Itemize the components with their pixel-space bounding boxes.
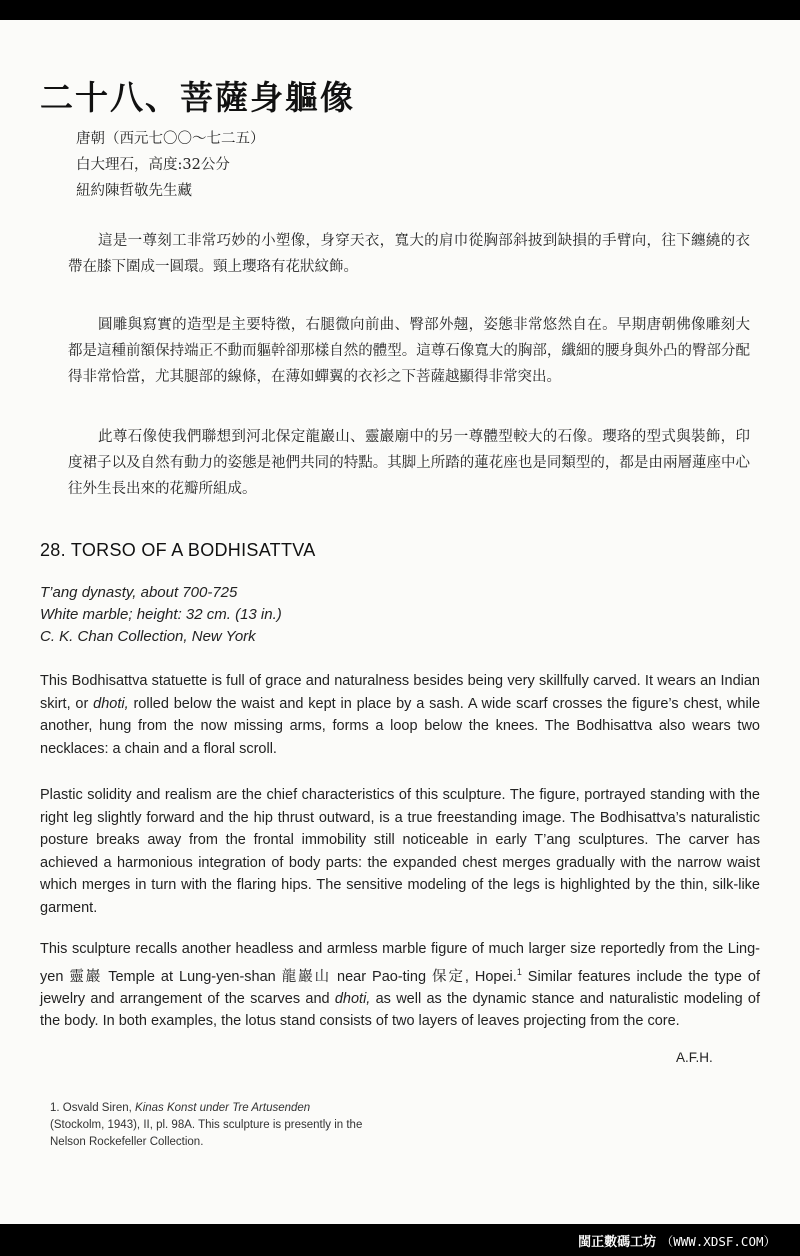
italic-term: dhoti, [334,990,371,1007]
text-run: as well as the dynamic stance and naturalistic modeling of the body. In both examples, the lotus stand consists of two layers of leaves projecting from the core. [40,990,760,1030]
english-collection: C. K. Chan Collection, New York [40,628,256,645]
chinese-paragraph: 此尊石像使我們聯想到河北保定龍巖山、靈巖廟中的另一尊體型較大的石像。瓔珞的型式與裝飾，印度裙子以及自然有動力的姿態是祂們共同的特點。其脚上所踏的蓮花座也是同類型的，都是由兩層蓮座中心往外生長出來的花瓣所組成。 [68,429,750,497]
english-dynasty: T’ang dynasty, about 700-725 [40,584,238,601]
footnote-author: Osvald Siren, [62,1102,132,1114]
english-catalog-info [40,582,282,648]
english-paragraph [40,938,760,1033]
chinese-paragraph: 圓雕與寫實的造型是主要特徵，右腿微向前曲、臀部外翹，姿態非常悠然自在。早期唐朝佛像雕刻大都是這種前額保持端正不動而軀幹卻那樣自然的體型。這尊石像寬大的胸部，纖細的腰身與外凸的臀部分配得非常恰當，尤其腿部的線條，在薄如蟬翼的衣衫之下菩薩越顯得非常突出。 [68,317,750,385]
text-run: This Bodhisattva statuette is full of grace and naturalness besides being very skillfully carved. It wears an Indian skirt, or [40,673,760,712]
text-run: Similar features include the type of jewelry and arrangement of the scarves and [40,968,760,1007]
book-page [0,20,800,1224]
watermark [578,1231,776,1250]
english-material: White marble; height: 32 cm. (13 in.) [40,606,282,623]
chinese-material: 白大理石，高度:32公分 [76,157,230,173]
footnote [50,1100,390,1151]
footnote-text: (Stockolm, 1943), II, pl. 98A. This sculpture is presently in the Nelson Rockefeller Collection. [50,1119,363,1148]
footnote-number: 1. [50,1102,60,1114]
english-paragraph: Plastic solidity and realism are the chief characteristics of this sculpture. The figure, portrayed standing with the right leg slightly forward and the hip thrust outward, is a true freestanding image. The Bodhisattva’s naturalistic posture breaks away from the frontal immobility still noticeable in early T’ang sculptures. The carver has achieved a harmonious integration of body parts: the expanded chest merges gradually with the narrow waist which merges in turn with the flaring hips. The sensitive modeling of the legs is highlighted by the thin, silk-like garment. [40,787,760,916]
chinese-title: 二十八、菩薩身軀像 [40,78,355,117]
footer-bar [0,1224,800,1256]
chinese-paragraph: 這是一尊刻工非常巧妙的小塑像，身穿天衣，寬大的肩巾從胸部斜披到缺損的手臂向，往下纏繞的衣帶在膝下圍成一圓環。頸上瓔珞有花狀紋飾。 [68,233,750,275]
author-initials: A.F.H. [676,1050,713,1065]
footnote-ref: 1 [516,966,522,977]
text-run: This sculpture recalls another headless and armless marble figure of much larger size reportedly from the Ling-yen 靈巖 Temple at Lung-yen-shan 龍巖山 near Pao-ting 保定, Hopei. [40,941,760,985]
chinese-dynasty: 唐朝（西元七〇〇～七二五） [76,131,265,147]
watermark-brand: 閩正數碼工坊 [578,1235,657,1250]
chinese-catalog-info [76,126,265,204]
chinese-collection: 紐約陳哲敬先生藏 [76,183,192,199]
english-title: 28. TORSO OF A BODHISATTVA [40,540,316,560]
text-run: rolled below the waist and kept in place by a sash. A wide scarf crosses the figure’s chest, while another, hung from the now missing arms, forms a loop below the knees. The Bodhisattva also wears two necklaces: a chain and a floral scroll. [40,695,761,757]
footnote-work: Kinas Konst under Tre Artusenden [135,1102,311,1114]
watermark-url: （WWW.XDSF.COM） [660,1234,776,1249]
english-paragraph [40,670,760,760]
italic-term: dhoti, [93,695,129,712]
